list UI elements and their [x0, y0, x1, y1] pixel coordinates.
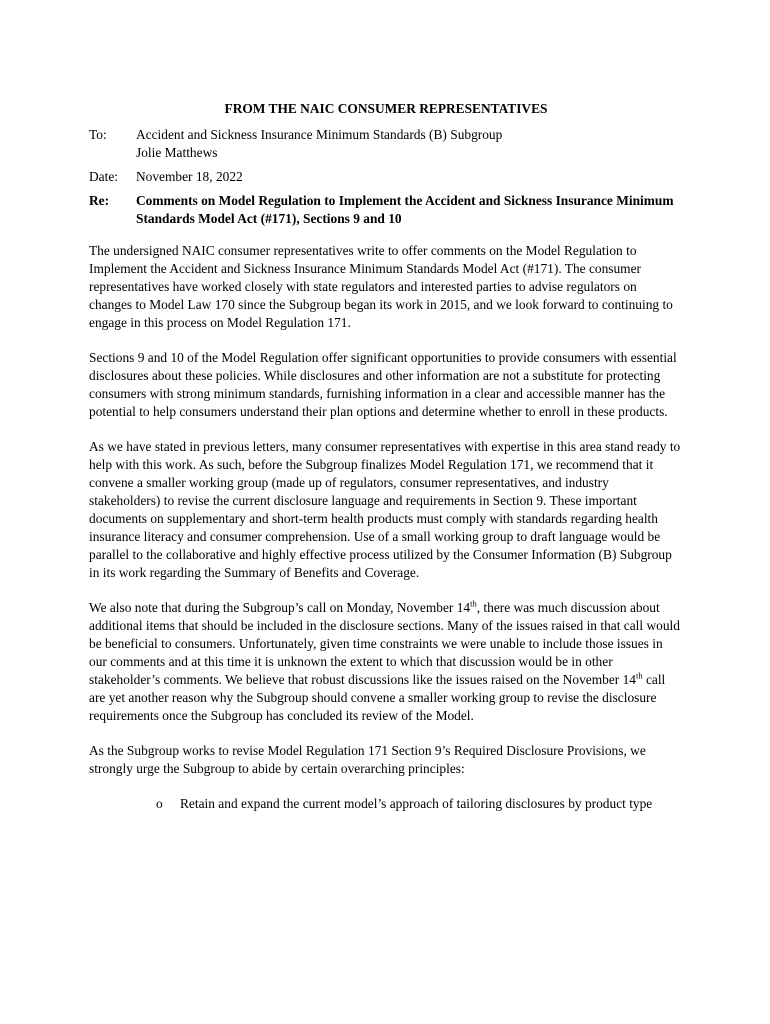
paragraph-principles: As the Subgroup works to revise Model Regulation 171 Section 9’s Required Disclosure Provisions, we strongly urge the Subgroup to abide by certain overarching principles:	[89, 743, 646, 776]
paragraph-november-call-part-b: , there was much discussion about additional items that should be included in the disclosure sections. Many of the issues raised in that call would be beneficial to consumers. Unfortunately, given time constraints we were unable to include those issues in our comments and at this time it is unknown the extent to which that discussion would be in other stakeholder’s comments. We believe that robust discussions like the issues raised on the November 14	[89, 600, 680, 687]
memo-to-recipient-group: Accident and Sickness Insurance Minimum Standards (B) Subgroup	[136, 127, 503, 142]
memo-to-label: To:	[89, 127, 107, 142]
memo-to-recipient-person: Jolie Matthews	[136, 145, 218, 160]
memo-to-value	[136, 126, 683, 162]
memo-to-row	[89, 126, 683, 162]
paragraph-november-call	[89, 599, 683, 725]
list-item-text: Retain and expand the current model’s approach of tailoring disclosures by product type	[180, 796, 653, 811]
memo-date-value: November 18, 2022	[136, 169, 243, 184]
memo-re-value: Comments on Model Regulation to Implement the Accident and Sickness Insurance Minimum Standards Model Act (#171), Sections 9 and 10	[136, 193, 674, 226]
memo-date-label: Date:	[89, 169, 118, 184]
memo-date-row	[89, 168, 683, 186]
hollow-bullet-icon: o	[156, 796, 163, 811]
paragraph-intro: The undersigned NAIC consumer representatives write to offer comments on the Model Regulation to Implement the Accident and Sickness Insurance Minimum Standards Model Act (#171). The consumer representatives have worked closely with state regulators and interested parties to advise regulators on changes to Model Law 170 since the Subgroup began its work in 2015, and we look forward to continuing to engage in this process on Model Regulation 171.	[89, 243, 673, 330]
paragraph-working-group: As we have stated in previous letters, many consumer representatives with expertise in this area stand ready to help with this work. As such, before the Subgroup finalizes Model Regulation 171, we recommend that it convene a smaller working group (made up of regulators, consumer representatives, and industry stakeholders) to revise the current disclosure language and requirements in Section 9. These important documents on supplementary and short-term health products must comply with standards regarding health insurance literacy and consumer comprehension. Use of a small working group to draft language would be parallel to the collaborative and highly effective process utilized by the Consumer Information (B) Subgroup in its work regarding the Summary of Benefits and Coverage.	[89, 439, 681, 580]
paragraph-november-call-part-c: call are yet another reason why the Subgroup should convene a smaller working group to revise the disclosure requirements once the Subgroup has concluded its review of the Model.	[89, 672, 666, 723]
paragraph-sections: Sections 9 and 10 of the Model Regulation offer significant opportunities to provide consumers with essential disclosures about these policies. While disclosures and other information are not a substitute for protecting consumers with strong minimum standards, furnishing information in a clear and accessible manner has the potential to help consumers understand their plan options and determine whether to enroll in these products.	[89, 350, 677, 419]
paragraph-november-call-part-a: We also note that during the Subgroup’s call on Monday, November 14	[89, 600, 471, 615]
list-item	[156, 795, 683, 813]
superscript-th-1: th	[470, 598, 477, 609]
memo-re-label: Re:	[89, 193, 110, 208]
letter-heading: FROM THE NAIC CONSUMER REPRESENTATIVES	[224, 101, 548, 116]
letter-page	[89, 100, 683, 813]
principles-list	[89, 795, 683, 813]
memo-re-row	[89, 192, 683, 228]
superscript-th-2: th	[635, 670, 643, 681]
